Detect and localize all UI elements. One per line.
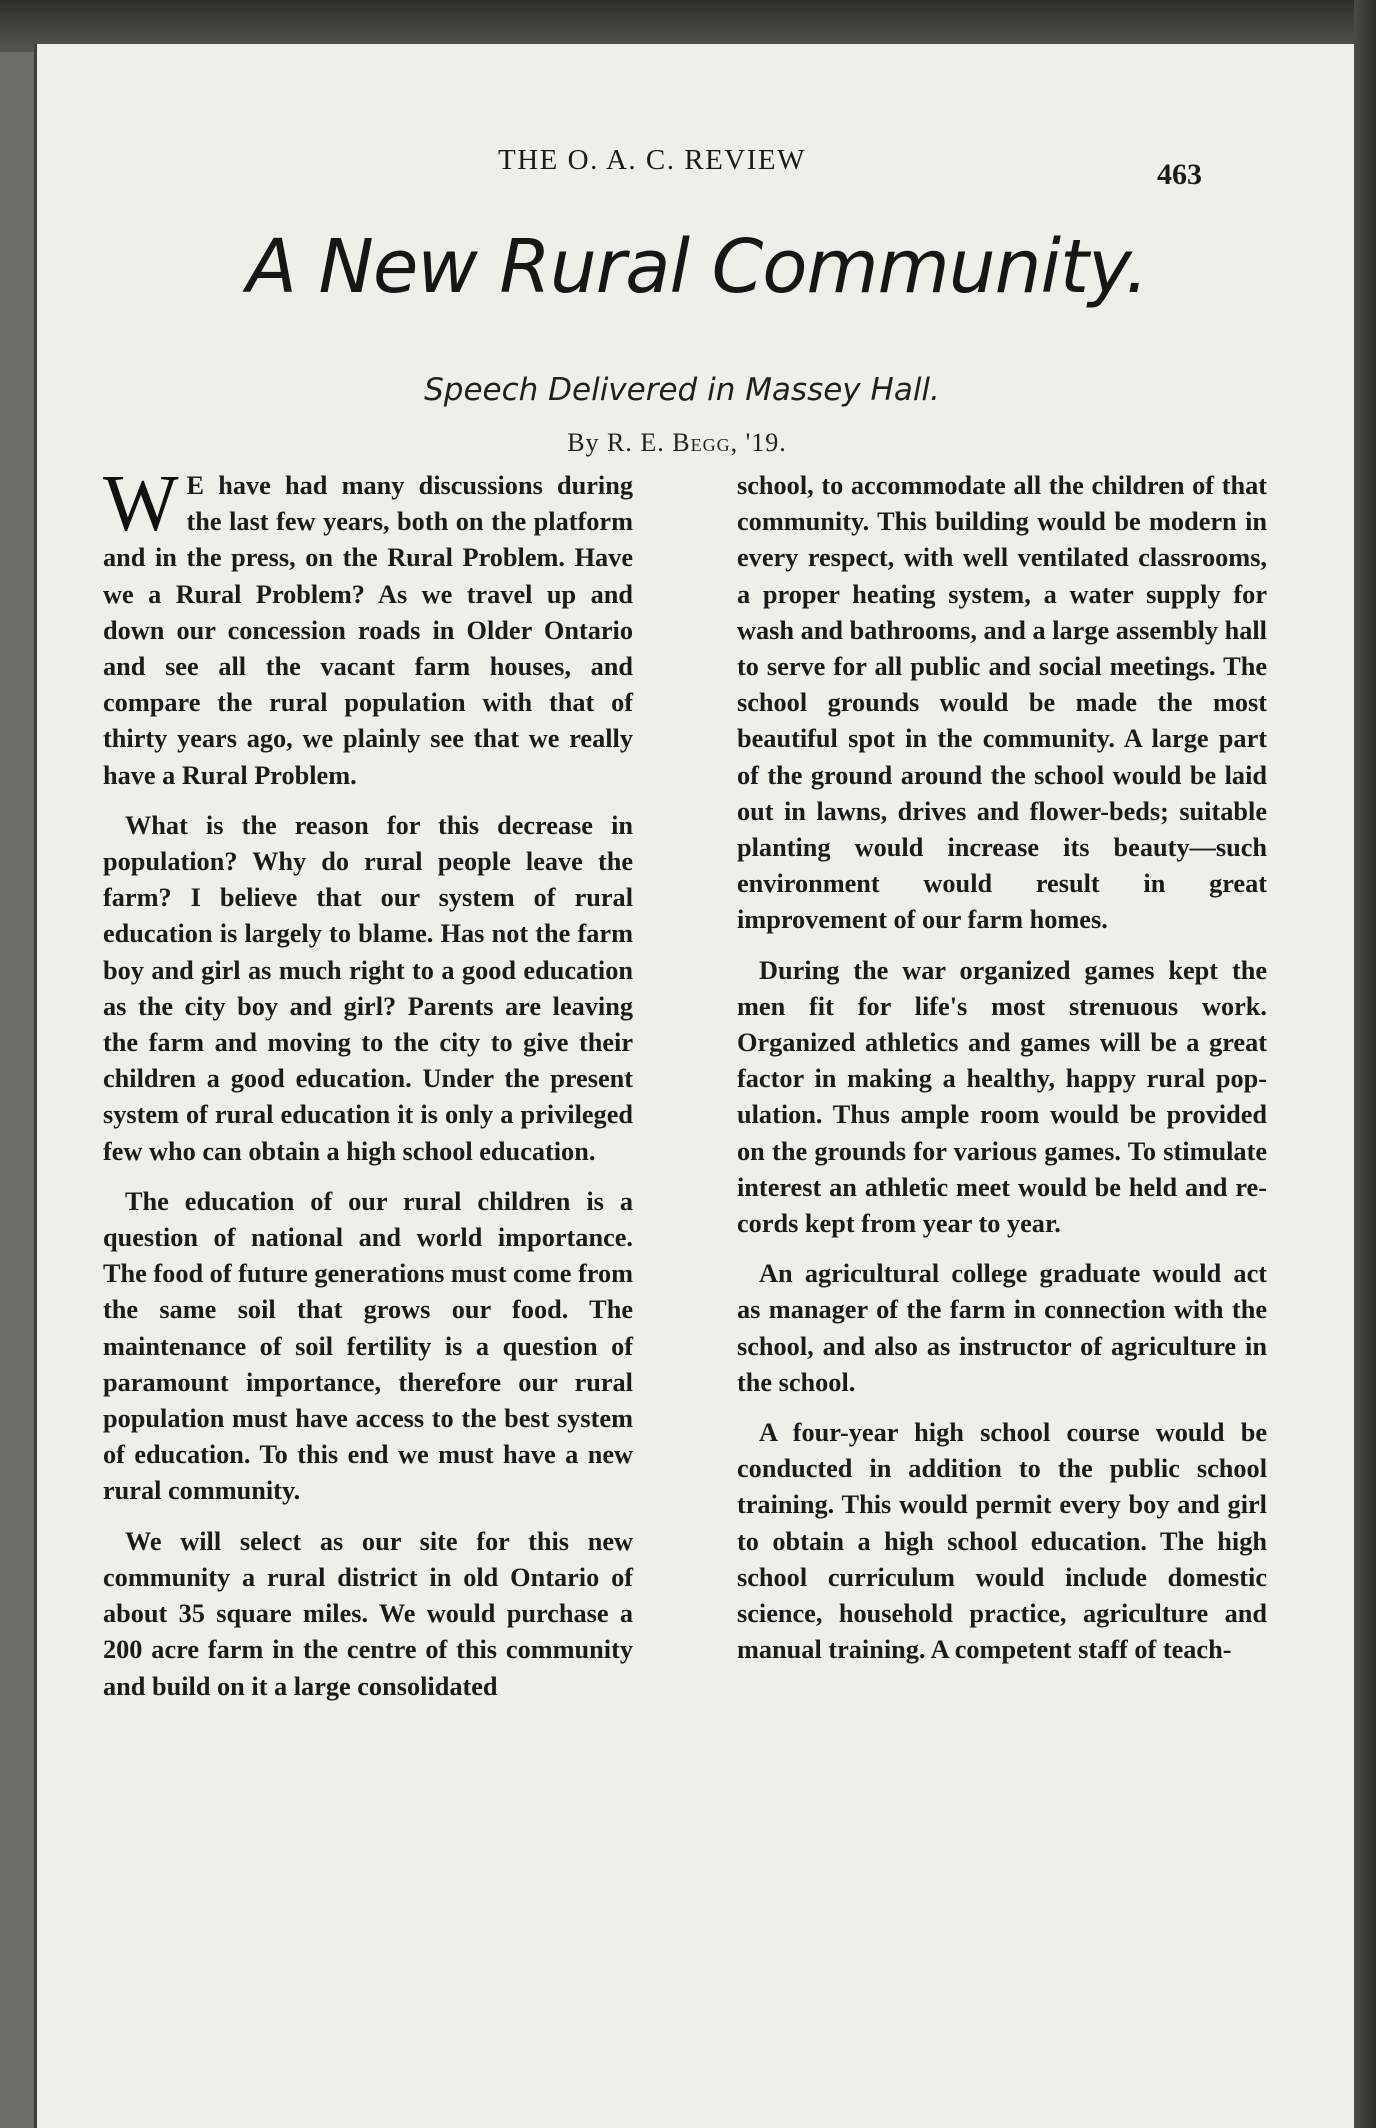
byline-author: R. E. Begg, '19. [607,428,787,457]
article-subtitle: Speech Delivered in Massey Hall. [424,372,940,408]
journal-title: THE O. A. C. REVIEW [498,144,806,176]
byline [37,428,1317,458]
paragraph [103,460,633,794]
left-column [103,460,634,1719]
paragraph: An agricultural college graduate would act as manager of the farm in connection with the school, and also as instructor of agriculture in the school. [737,1259,1267,1397]
page-number: 463 [1157,158,1202,191]
paragraph: The education of our rural children is a question of national and world importance. The food of future generations must come from the same soil that grows our food. The maintenance of soil fertility is a question of paramount importance, therefore our rural population must have access to the best system of education. To this end we must have a new rural community. [103,1186,634,1506]
paragraph: school, to accommodate all the children of that community. This building would be modern in every respect, with well ventilated classrooms, a proper heating system, a water supply for wash and bathrooms, and a large assembly hall to serve for all public and social meetings. The school grounds would be made the most beautiful spot in the community. A large part of the ground around the school would be laid out in lawns, drives and flower-beds; suitable planting would increase its beauty—such environment would result in great improvement of our farm homes. [737,471,1267,935]
drop-cap: W [103,460,179,548]
scan-border-right [1354,0,1376,2128]
magazine-page [34,44,1354,2128]
paragraph: A four-year high school course would be conducted in addition to the public school training. This would permit every boy and girl to obtain a high school education. The high school curriculum would include domestic science, household practice, agriculture and manual training. A competent staff of teach- [737,1418,1267,1665]
paragraph: We will select as our site for this new community a rural district in old Ontario of about 35 square miles. We would purchase a 200 acre farm in the centre of this community and build on it a large consolidated [103,1526,633,1701]
paragraph: During the war organized games kept the men fit for life's most strenuous work. Organized athletics and games will be a great factor in making a healthy, happy rural population. Thus ample room would be provided on the grounds for various games. To stimulate interest an athletic meet would be held and records kept from year to year. [737,955,1267,1239]
article-title: A New Rural Community. [246,224,1148,310]
byline-prefix: By [567,428,600,457]
paragraph: What is the reason for this decrease in population? Why do rural people leave the farm? I believe that our system of rural education is largely to blame. Has not the farm boy and girl as much right to a good education as the city boy and girl? Parents are leaving the farm and moving to the city to give their children a good education. Under the present system of rural education it is only a privileged few who can obtain a high school education. [103,810,633,1166]
article-body [103,460,1267,1719]
right-column [737,468,1267,1719]
paragraph-text: E have had many discussions during the last few years, both on the platform and in the press, on the Rural Problem. Have we a Rural Problem? As we travel up and down our concession roads in Older Ontario and see all the vacant farm houses, and compare the rural population with that of thirty years ago, we plainly see that we really have a Rural Problem. [103,471,633,790]
